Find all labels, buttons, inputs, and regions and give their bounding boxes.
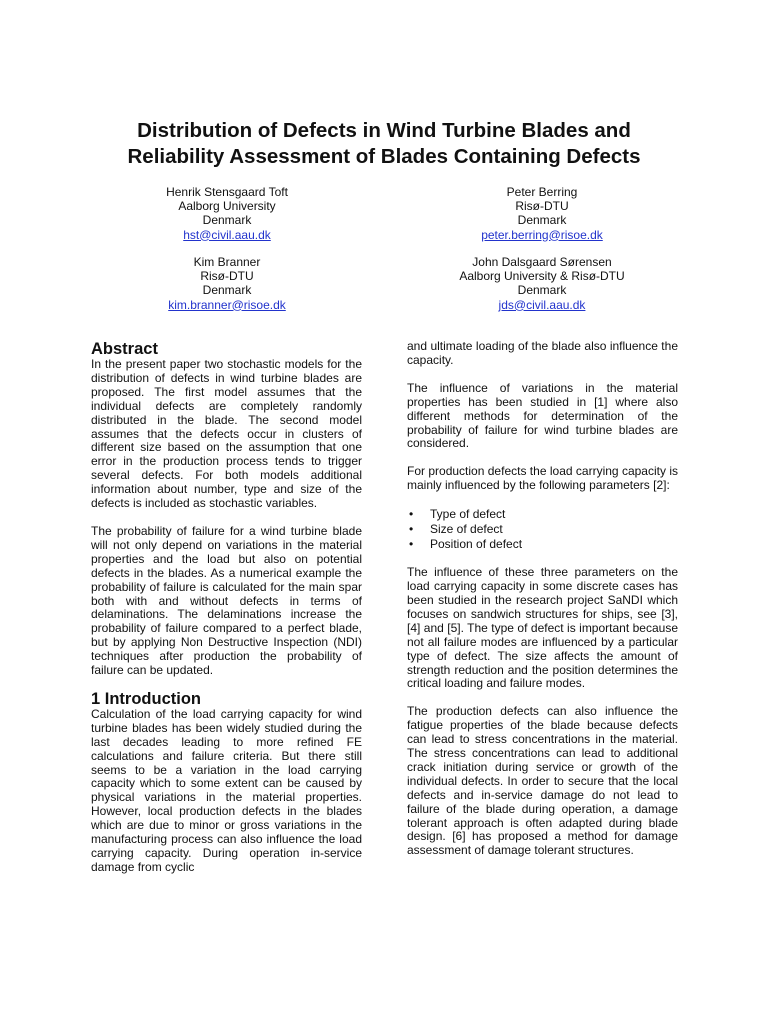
- introduction-heading: 1 Introduction: [91, 689, 201, 708]
- author-email-link[interactable]: peter.berring@risoe.dk: [481, 227, 603, 242]
- author-email-link[interactable]: jds@civil.aau.dk: [498, 297, 586, 312]
- body-paragraph-1: and ultimate loading of the blade also influence the capacity.: [407, 339, 678, 367]
- author-name: Henrik Stensgaard Toft: [166, 185, 288, 199]
- author-name: Kim Branner: [193, 255, 261, 269]
- author-affiliation: Aalborg University & Risø-DTU: [459, 269, 625, 284]
- list-item: • Type of defect: [409, 507, 506, 522]
- author-email-link[interactable]: kim.branner@risoe.dk: [168, 297, 286, 312]
- title-line-2: Reliability Assessment of Blades Containing Defects: [127, 145, 641, 168]
- right-column: [407, 340, 678, 858]
- author-country: Denmark: [202, 213, 252, 228]
- bullet-icon: •: [409, 507, 414, 522]
- author-block-2: [412, 185, 672, 242]
- author-email-link[interactable]: hst@civil.aau.dk: [183, 227, 271, 242]
- author-affiliation: Risø-DTU: [515, 199, 569, 214]
- author-block-4: [412, 255, 672, 312]
- body-paragraph-5: The production defects can also influence the fatigue properties of the blade because defects can lead to stress concentrations in the material. The stress concentrations can lead to additional crack initiation during service or growth of the individual defects. In order to secure that the local defects and in-service damage do not lead to failure of the blade during operation, a damage tolerant approach is often adapted during blade design. [6] has proposed a method for damage assessment of damage tolerant structures.: [407, 704, 678, 858]
- author-country: Denmark: [202, 283, 252, 298]
- bullet-icon: •: [409, 522, 414, 537]
- list-item: • Size of defect: [409, 522, 503, 537]
- body-paragraph-2: The influence of variations in the material properties has been studied in [1] where also different methods for determination of the probability of failure for wind turbine blades are considered.: [407, 380, 678, 451]
- author-country: Denmark: [517, 213, 567, 228]
- title-line-1: Distribution of Defects in Wind Turbine Blades and: [137, 119, 631, 142]
- author-affiliation: Risø-DTU: [200, 269, 254, 284]
- abstract-paragraph-2: The probability of failure for a wind turbine blade will not only depend on variations in the material properties and the load but also on potential defects in the blades. As a numerical example the probability of failure is calculated for the main spar both with and without defects in terms of delaminations. The delaminations increase the probability of failure compared to a perfect blade, but by applying Non Destructive Inspection (NDI) techniques after production the probability of failure can be updated.: [91, 523, 362, 678]
- author-block-1: [97, 185, 357, 242]
- introduction-paragraph-1: Calculation of the load carrying capacity for wind turbine blades has been widely studied during the last decades leading to more refined FE calculations and failure criteria. But there still seems to be a variation in the load carrying capacity which to some extent can be caused by physical variations in the material properties. However, local production defects in the blades which are due to minor or gross variations in the manufacturing process can also influence the load carrying capacity. During operation in-service damage from cyclic: [91, 706, 362, 874]
- author-country: Denmark: [517, 283, 567, 298]
- author-affiliation: Aalborg University: [178, 199, 276, 214]
- body-paragraph-4: The influence of these three parameters on the load carrying capacity in some discrete cases has been studied in the research project SaNDI which focuses on sandwich structures for ships, see [3], [4] and [5]. The type of defect is important because not all failure modes are influenced by a particular type of defect. The size affects the amount of strength reduction and the position determines the critical loading and failure modes.: [407, 565, 678, 691]
- parameter-list: [407, 507, 678, 552]
- author-block-3: [97, 255, 357, 312]
- abstract-paragraph-1: In the present paper two stochastic models for the distribution of defects in wind turbine blades are proposed. The first model assumes that the individual defects are completely randomly distributed in the blade. The second model assumes that the defects occur in clusters of different size based on the assumption that one error in the production process tends to trigger several defects. For both models additional information about number, type and size of the defects is included as stochastic variables.: [91, 357, 362, 511]
- paper-title: [60, 118, 708, 170]
- abstract-heading: Abstract: [91, 340, 158, 358]
- author-name: Peter Berring: [506, 185, 578, 199]
- bullet-icon: •: [409, 537, 414, 552]
- body-paragraph-3: For production defects the load carrying capacity is mainly influenced by the following parameters [2]:: [407, 464, 678, 493]
- author-name: John Dalsgaard Sørensen: [472, 255, 612, 269]
- left-column: [91, 340, 362, 875]
- list-item: • Position of defect: [409, 537, 523, 552]
